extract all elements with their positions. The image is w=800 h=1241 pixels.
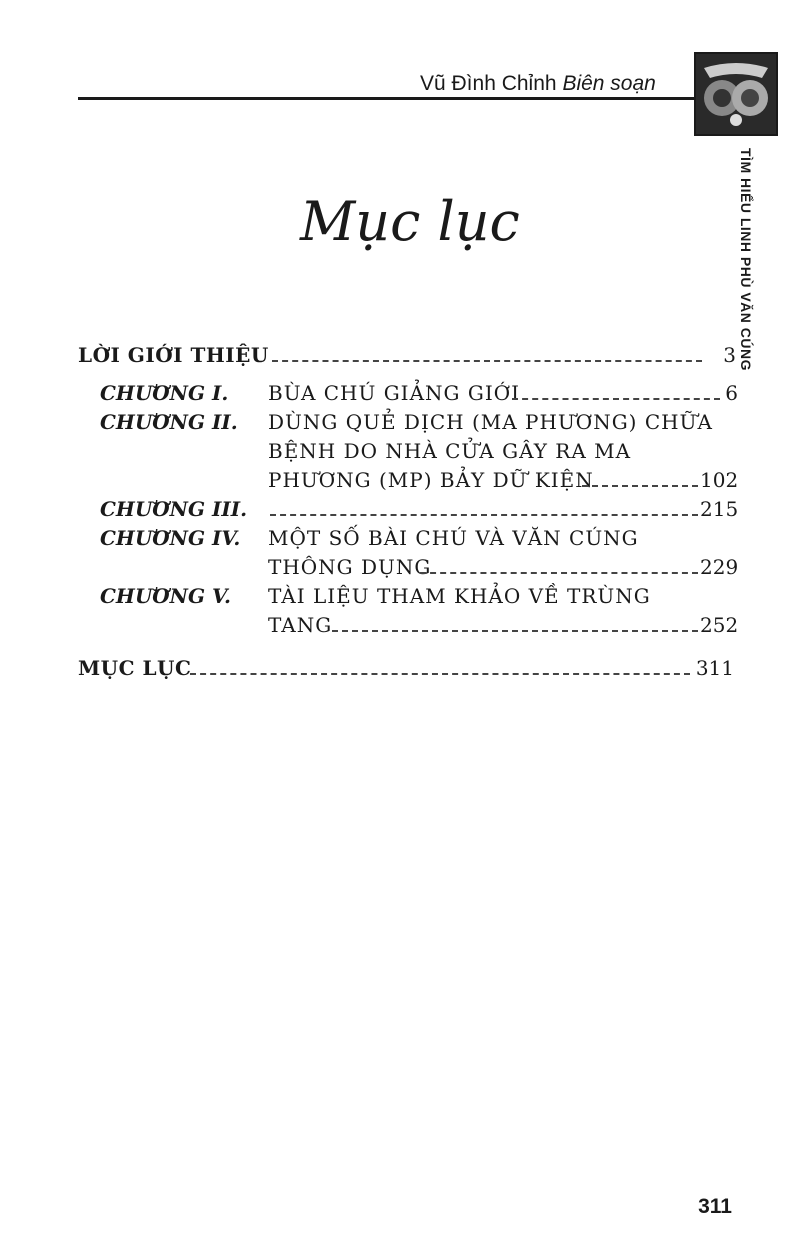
running-header xyxy=(420,72,690,96)
toc-page-number: 3 xyxy=(723,343,736,367)
chapter-title: BÙA CHÚ GIẢNG GIỚI xyxy=(268,381,521,405)
toc-page-number: 215 xyxy=(700,497,739,521)
footer-page-number: 311 xyxy=(698,1195,732,1218)
side-book-title: TÌM HIỂU LINH PHÙ VĂN CÚNG xyxy=(738,148,754,371)
dot-leader xyxy=(582,485,698,487)
header-rule xyxy=(78,97,706,100)
chapter-label: CHƯƠNG II. xyxy=(100,410,238,434)
chapter-title-line: PHƯƠNG (MP) BẢY DỮ KIỆN xyxy=(268,468,594,492)
header-author: Vũ Đình Chỉnh xyxy=(420,72,557,95)
header-role: Biên soạn xyxy=(562,72,656,95)
chapter-label: CHƯƠNG I. xyxy=(100,381,229,405)
dot-leader xyxy=(272,360,702,362)
toc-contents-label: MỤC LỤC xyxy=(78,656,192,680)
toc-page-number: 229 xyxy=(700,555,739,579)
chapter-label: CHƯƠNG V. xyxy=(100,584,231,608)
chapter-title-line: BỆNH DO NHÀ CỬA GÂY RA MA xyxy=(268,439,632,463)
chapter-title-line: TÀI LIỆU THAM KHẢO VỀ TRÙNG xyxy=(268,584,651,608)
chapter-title-line: MỘT SỐ BÀI CHÚ VÀ VĂN CÚNG xyxy=(268,526,639,550)
dot-leader xyxy=(190,673,690,675)
chapter-title-line: TANG xyxy=(268,613,333,637)
dragon-emblem-icon xyxy=(694,52,778,136)
chapter-label: CHƯƠNG IV. xyxy=(100,526,241,550)
chapter-title-line: DÙNG QUẺ DỊCH (MA PHƯƠNG) CHỮA xyxy=(268,410,713,434)
dot-leader xyxy=(270,514,698,516)
chapter-label: CHƯƠNG III. xyxy=(100,497,248,521)
toc-page-number: 6 xyxy=(725,381,738,405)
chapter-title-line: THÔNG DỤNG xyxy=(268,555,432,579)
dot-leader xyxy=(332,630,698,632)
toc-page-number: 252 xyxy=(700,613,739,637)
dot-leader xyxy=(420,572,698,574)
toc-page-number: 311 xyxy=(695,656,734,680)
page-title: Mục lục xyxy=(300,190,520,253)
toc-intro-label: LỜI GIỚI THIỆU xyxy=(78,343,269,367)
dot-leader xyxy=(512,398,720,400)
toc-page-number: 102 xyxy=(700,468,739,492)
